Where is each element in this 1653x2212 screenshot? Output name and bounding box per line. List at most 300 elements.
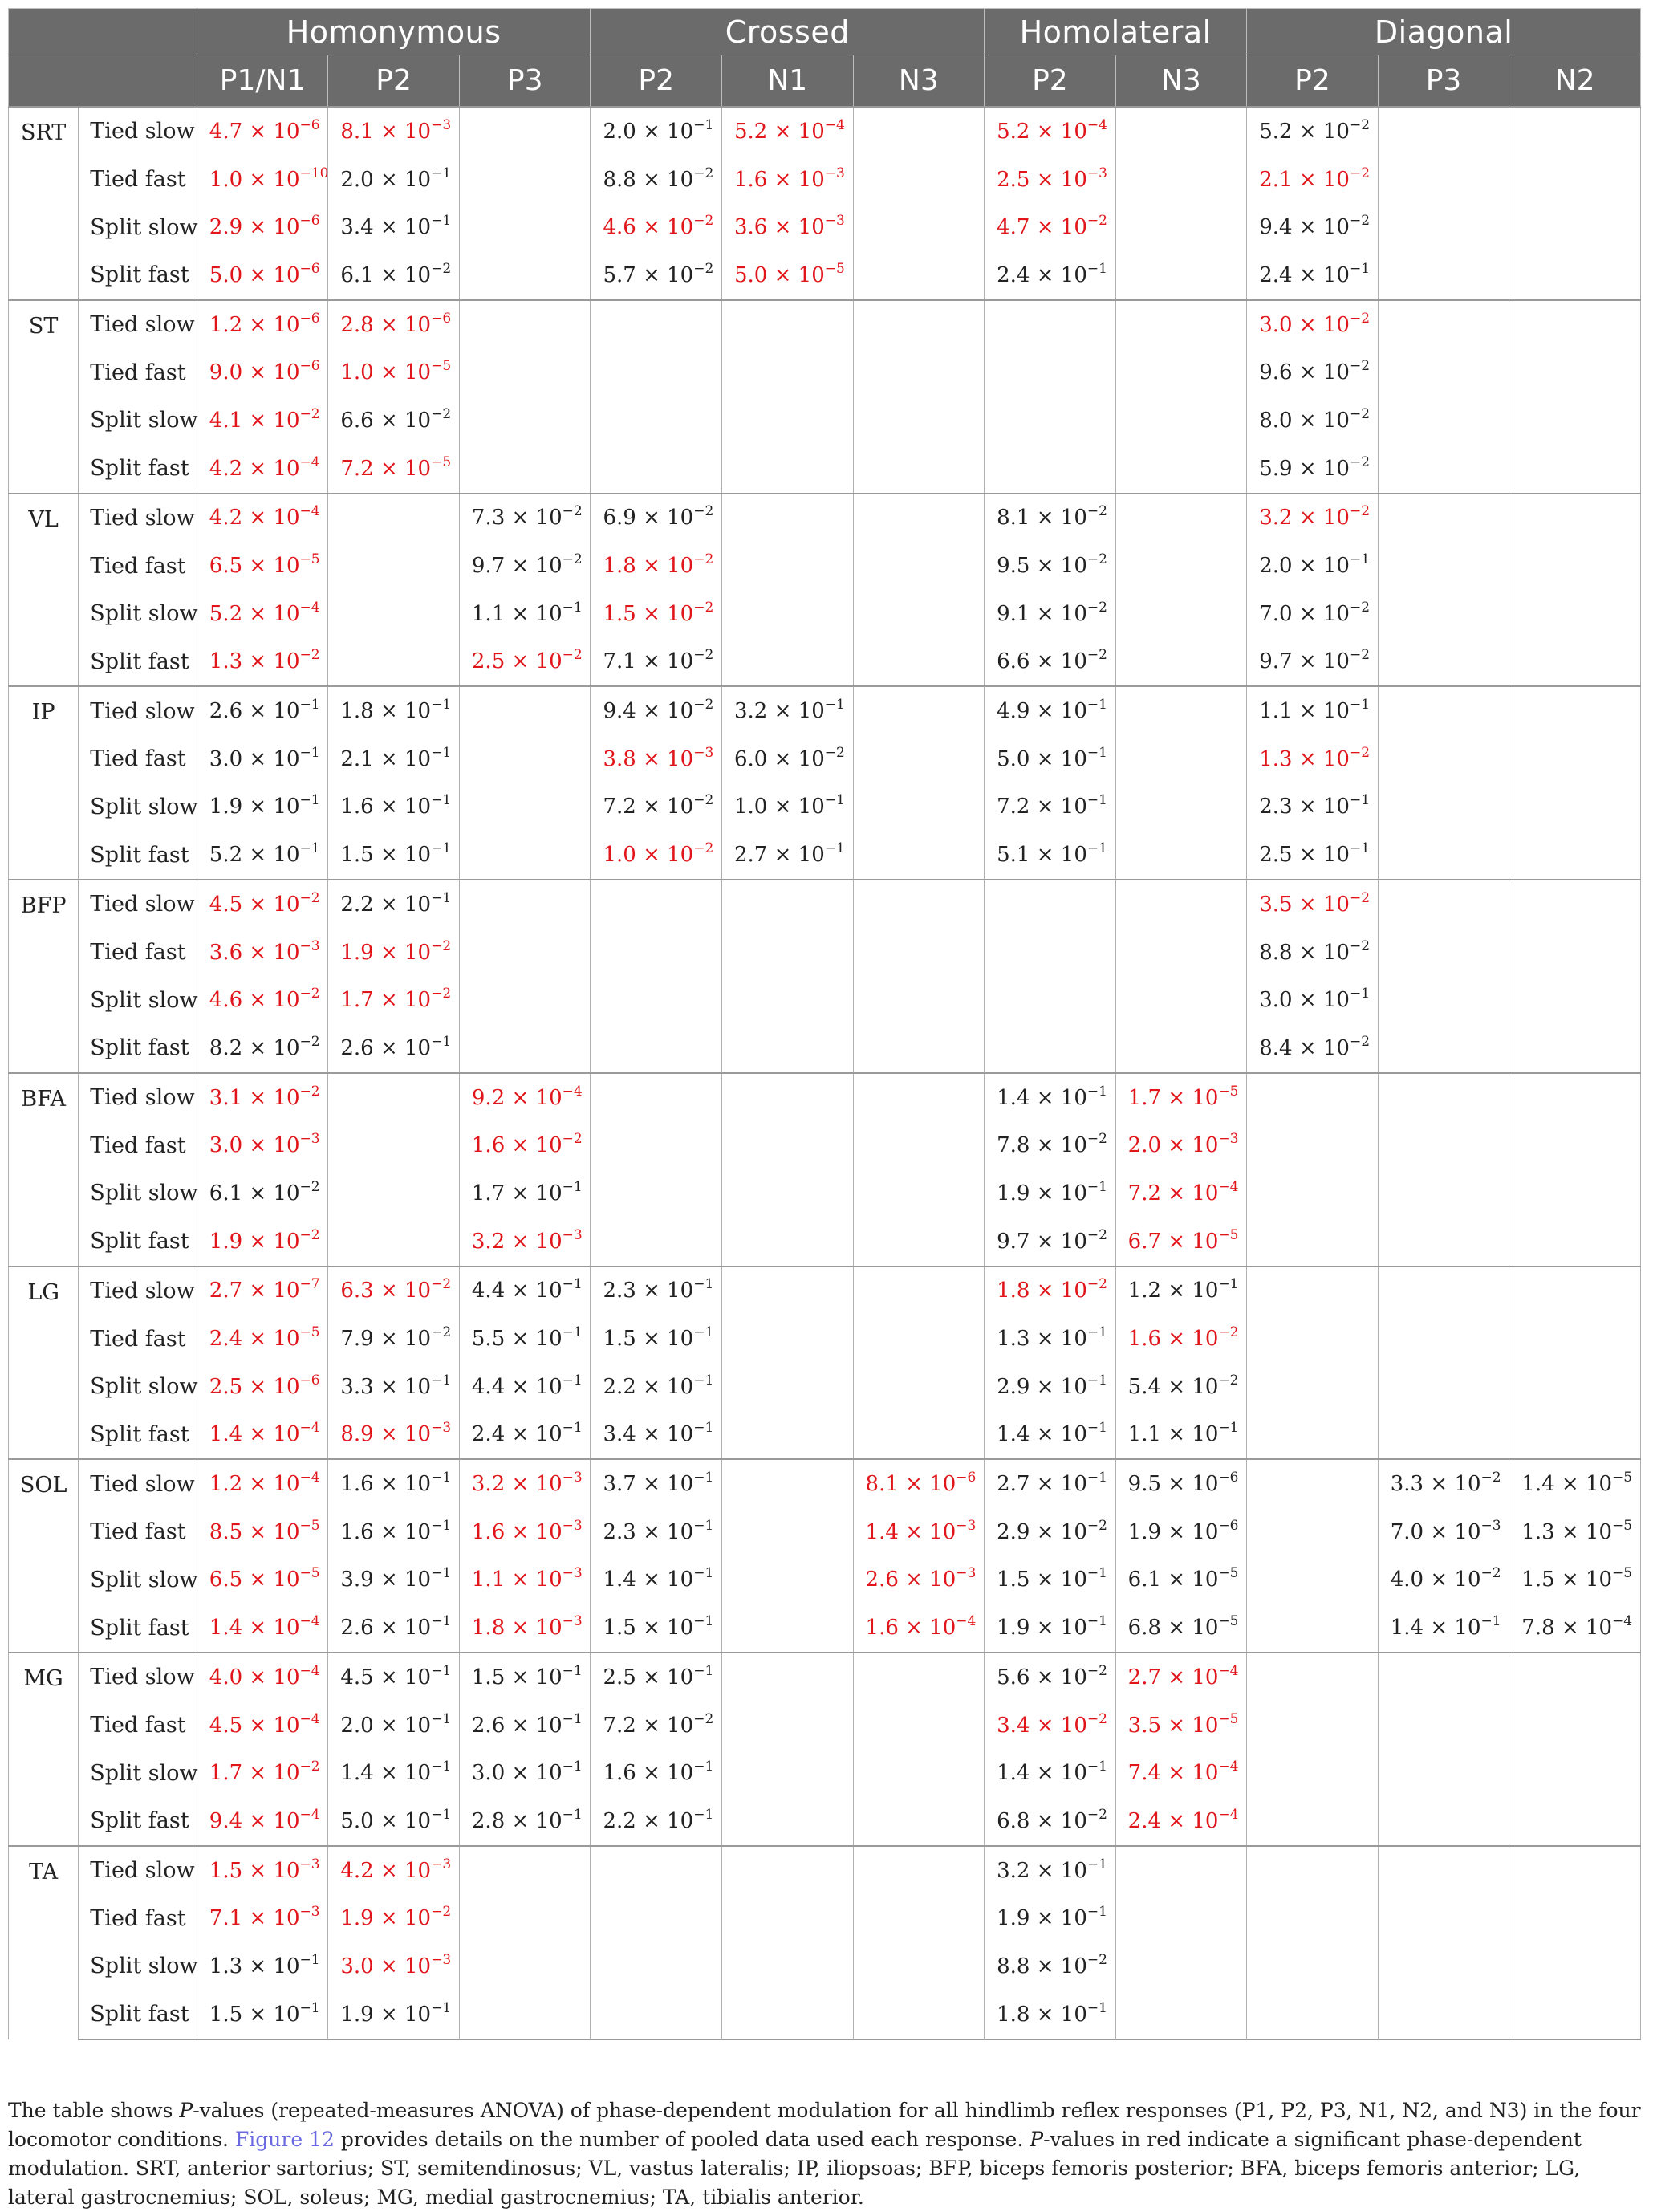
exponent: −1	[562, 1372, 583, 1389]
table-row	[9, 686, 1641, 735]
exponent: −2	[1086, 503, 1107, 520]
exponent: −2	[1086, 213, 1107, 230]
p-value-cell: $1.8 \times 10^{-3}$	[459, 1604, 591, 1653]
empty-cell	[853, 1267, 985, 1315]
table-row	[9, 107, 1641, 156]
empty-cell	[1509, 1990, 1641, 2039]
empty-cell	[591, 300, 722, 349]
empty-cell	[853, 1797, 985, 1846]
p-value-cell: $9.0 \times 10^{-6}$	[197, 348, 328, 396]
empty-cell	[985, 929, 1116, 977]
empty-cell	[722, 1894, 854, 1942]
exponent: −2	[299, 889, 320, 906]
p-value-cell: $1.6 \times 10^{-1}$	[328, 783, 460, 832]
p-value-cell: $4.5 \times 10^{-4}$	[197, 1702, 328, 1750]
p-value-cell: $2.2 \times 10^{-1}$	[591, 1363, 722, 1411]
table-row	[9, 880, 1641, 929]
empty-cell	[1115, 686, 1247, 735]
p-value-cell: $1.7 \times 10^{-1}$	[459, 1169, 591, 1218]
exponent: −2	[693, 792, 714, 809]
exponent: −1	[693, 116, 714, 133]
empty-cell	[1247, 1363, 1379, 1411]
exponent: −1	[431, 1759, 452, 1775]
column-header-crossed-n1: N1	[722, 55, 854, 108]
table-row	[9, 1942, 1641, 1990]
exponent: −1	[824, 840, 845, 857]
p-value-cell: $2.9 \times 10^{-2}$	[985, 1508, 1116, 1556]
exponent: −3	[1218, 1131, 1239, 1148]
p-value-cell: $3.2 \times 10^{-3}$	[459, 1218, 591, 1267]
exponent: −1	[693, 1276, 714, 1293]
muscle-label-bfa: BFA	[9, 1073, 79, 1267]
exponent: −1	[562, 1806, 583, 1823]
exponent: −2	[1086, 1662, 1107, 1679]
empty-cell	[1247, 1169, 1379, 1218]
figure-12-link[interactable]: Figure 12	[234, 2128, 335, 2151]
table-row	[9, 1749, 1641, 1797]
condition-label: Split slow	[79, 1169, 197, 1218]
empty-cell	[1378, 348, 1509, 396]
condition-label: Split slow	[79, 976, 197, 1024]
empty-cell	[1509, 976, 1641, 1024]
exponent: −4	[299, 1806, 320, 1823]
empty-cell	[591, 1846, 722, 1895]
p-value-cell: $1.7 \times 10^{-2}$	[328, 976, 460, 1024]
empty-cell	[591, 1024, 722, 1073]
exponent: −1	[1349, 551, 1371, 568]
table-row	[9, 1024, 1641, 1073]
p-value-cell: $2.1 \times 10^{-2}$	[1247, 156, 1379, 204]
p-value-cell: $1.6 \times 10^{-3}$	[459, 1508, 591, 1556]
p-value-cell: $1.4 \times 10^{-4}$	[197, 1411, 328, 1460]
p-value-cell: $9.6 \times 10^{-2}$	[1247, 348, 1379, 396]
empty-cell	[722, 638, 854, 687]
table-row	[9, 976, 1641, 1024]
exponent: −6	[299, 1372, 320, 1389]
empty-cell	[853, 590, 985, 638]
exponent: −2	[1349, 213, 1371, 230]
condition-label: Split slow	[79, 1363, 197, 1411]
exponent: −5	[299, 551, 320, 568]
exponent: −1	[1086, 1470, 1107, 1486]
exponent: −2	[1349, 165, 1371, 181]
p-value-cell: $3.1 \times 10^{-2}$	[197, 1073, 328, 1122]
p-value-cell: $5.5 \times 10^{-1}$	[459, 1315, 591, 1363]
condition-label: Split fast	[79, 445, 197, 494]
exponent: −2	[1349, 358, 1371, 375]
p-value-cell: $6.0 \times 10^{-2}$	[722, 735, 854, 783]
p-value-cell: $1.1 \times 10^{-3}$	[459, 1556, 591, 1604]
empty-cell	[1378, 1846, 1509, 1895]
p-value-cell: $3.0 \times 10^{-1}$	[197, 735, 328, 783]
p-value-cell: $2.1 \times 10^{-1}$	[328, 735, 460, 783]
empty-cell	[1378, 1990, 1509, 2039]
p-value-cell: $2.5 \times 10^{-1}$	[591, 1653, 722, 1702]
exponent: −3	[1086, 165, 1107, 181]
p-value-cell: $3.5 \times 10^{-2}$	[1247, 880, 1379, 929]
exponent: −1	[431, 1470, 452, 1486]
empty-cell	[1509, 1846, 1641, 1895]
exponent: −1	[693, 1759, 714, 1775]
empty-cell	[459, 251, 591, 300]
empty-cell	[722, 445, 854, 494]
p-value-cell: $2.7 \times 10^{-4}$	[1115, 1653, 1247, 1702]
exponent: −2	[693, 551, 714, 568]
p-value-cell: $8.4 \times 10^{-2}$	[1247, 1024, 1379, 1073]
exponent: −2	[1349, 937, 1371, 954]
empty-cell	[853, 348, 985, 396]
table-row	[9, 203, 1641, 251]
empty-cell	[853, 1990, 985, 2039]
empty-cell	[722, 1459, 854, 1508]
empty-cell	[722, 1846, 854, 1895]
empty-cell	[591, 1218, 722, 1267]
exponent: −6	[299, 358, 320, 375]
empty-cell	[1115, 929, 1247, 977]
p-value-cell: $1.4 \times 10^{-4}$	[197, 1604, 328, 1653]
exponent: −4	[299, 1662, 320, 1679]
empty-cell	[1115, 638, 1247, 687]
p-value-cell: $4.4 \times 10^{-1}$	[459, 1267, 591, 1315]
exponent: −2	[693, 840, 714, 857]
condition-label: Split slow	[79, 590, 197, 638]
empty-cell	[1509, 638, 1641, 687]
exponent: −1	[431, 1662, 452, 1679]
exponent: −3	[299, 1856, 320, 1872]
exponent: −3	[693, 744, 714, 761]
p-value-cell: $7.8 \times 10^{-2}$	[985, 1121, 1116, 1169]
exponent: −2	[1086, 551, 1107, 568]
p-value-cell: $9.4 \times 10^{-4}$	[197, 1797, 328, 1846]
empty-cell	[722, 1315, 854, 1363]
condition-label: Split fast	[79, 251, 197, 300]
p-value-cell: $9.7 \times 10^{-2}$	[985, 1218, 1116, 1267]
exponent: −5	[1612, 1565, 1633, 1582]
empty-cell	[459, 929, 591, 977]
exponent: −5	[431, 453, 452, 470]
exponent: −5	[299, 1324, 320, 1341]
p-value-cell: $7.1 \times 10^{-2}$	[591, 638, 722, 687]
exponent: −5	[299, 1565, 320, 1582]
table-row	[9, 1459, 1641, 1508]
muscle-label-st: ST	[9, 300, 79, 494]
exponent: −2	[299, 1178, 320, 1195]
exponent: −1	[693, 1662, 714, 1679]
empty-cell	[1247, 1653, 1379, 1702]
empty-cell	[853, 542, 985, 590]
empty-cell	[853, 1894, 985, 1942]
exponent: −2	[1349, 453, 1371, 470]
condition-label: Split fast	[79, 1411, 197, 1460]
empty-cell	[1509, 1749, 1641, 1797]
exponent: −5	[299, 1517, 320, 1534]
exponent: −1	[431, 1806, 452, 1823]
empty-cell	[1378, 638, 1509, 687]
p-value-cell: $1.2 \times 10^{-6}$	[197, 300, 328, 349]
empty-cell	[1378, 1653, 1509, 1702]
exponent: −1	[431, 697, 452, 714]
header-row-groups	[9, 9, 1641, 55]
p-value-cell: $1.1 \times 10^{-1}$	[459, 590, 591, 638]
p-value-cell: $5.2 \times 10^{-4}$	[985, 107, 1116, 156]
p-value-cell: $3.9 \times 10^{-1}$	[328, 1556, 460, 1604]
table-row	[9, 590, 1641, 638]
p-value-cell: $8.2 \times 10^{-2}$	[197, 1024, 328, 1073]
exponent: −5	[1612, 1517, 1633, 1534]
empty-cell	[1509, 494, 1641, 543]
exponent: −2	[1349, 116, 1371, 133]
condition-label: Tied slow	[79, 107, 197, 156]
exponent: −6	[1218, 1517, 1239, 1534]
exponent: −4	[1612, 1613, 1633, 1630]
exponent: −5	[1612, 1470, 1633, 1486]
p-value-cell: $2.6 \times 10^{-3}$	[853, 1556, 985, 1604]
p-value-cell: $1.5 \times 10^{-1}$	[591, 1315, 722, 1363]
empty-cell	[722, 1508, 854, 1556]
empty-cell	[1115, 396, 1247, 445]
empty-cell	[1378, 1749, 1509, 1797]
table-row	[9, 1073, 1641, 1122]
p-value-cell: $1.2 \times 10^{-4}$	[197, 1459, 328, 1508]
empty-cell	[1247, 1894, 1379, 1942]
p-value-cell: $2.6 \times 10^{-1}$	[459, 1702, 591, 1750]
p-value-cell: $1.1 \times 10^{-1}$	[1115, 1411, 1247, 1460]
empty-cell	[985, 976, 1116, 1024]
empty-cell	[1378, 1121, 1509, 1169]
empty-cell	[722, 300, 854, 349]
p-value-cell: $5.7 \times 10^{-2}$	[591, 251, 722, 300]
exponent: −2	[431, 1276, 452, 1293]
muscle-label-srt: SRT	[9, 107, 79, 300]
p-value-cell: $2.0 \times 10^{-1}$	[328, 156, 460, 204]
empty-cell	[1115, 203, 1247, 251]
exponent: −4	[299, 453, 320, 470]
p-value-cell: $1.8 \times 10^{-1}$	[985, 1990, 1116, 2039]
condition-label: Split fast	[79, 1797, 197, 1846]
p-value-cell: $8.8 \times 10^{-2}$	[985, 1942, 1116, 1990]
p-value-cell: $4.2 \times 10^{-3}$	[328, 1846, 460, 1895]
empty-cell	[591, 445, 722, 494]
p-value-cell: $3.3 \times 10^{-2}$	[1378, 1459, 1509, 1508]
exponent: −1	[299, 1999, 320, 2016]
exponent: −2	[1218, 1324, 1239, 1341]
empty-cell	[1115, 348, 1247, 396]
empty-cell	[1509, 1267, 1641, 1315]
p-value-cell: $2.5 \times 10^{-6}$	[197, 1363, 328, 1411]
p-value-cell: $1.5 \times 10^{-1}$	[459, 1653, 591, 1702]
p-value-cell: $1.3 \times 10^{-1}$	[197, 1942, 328, 1990]
p-value-cell: $1.5 \times 10^{-1}$	[591, 1604, 722, 1653]
p-value-cell: $4.0 \times 10^{-2}$	[1378, 1556, 1509, 1604]
empty-cell	[1509, 1363, 1641, 1411]
exponent: −1	[693, 1613, 714, 1630]
empty-cell	[591, 929, 722, 977]
exponent: −2	[1349, 744, 1371, 761]
exponent: −2	[1480, 1470, 1501, 1486]
empty-cell	[328, 542, 460, 590]
p-value-cell: $1.4 \times 10^{-1}$	[985, 1073, 1116, 1122]
empty-cell	[1509, 156, 1641, 204]
exponent: −2	[299, 1083, 320, 1100]
condition-label: Split fast	[79, 1218, 197, 1267]
empty-cell	[591, 1990, 722, 2039]
exponent: −1	[562, 1324, 583, 1341]
p-value-cell: $1.3 \times 10^{-5}$	[1509, 1508, 1641, 1556]
empty-cell	[722, 1169, 854, 1218]
p-value-cell: $2.8 \times 10^{-6}$	[328, 300, 460, 349]
empty-cell	[853, 494, 985, 543]
empty-cell	[1247, 1556, 1379, 1604]
group-header-homolateral: Homolateral	[985, 9, 1247, 55]
p-value-cell: $1.4 \times 10^{-1}$	[1378, 1604, 1509, 1653]
p-value-cell: $3.4 \times 10^{-1}$	[328, 203, 460, 251]
empty-cell	[853, 783, 985, 832]
p-value-cell: $3.2 \times 10^{-2}$	[1247, 494, 1379, 543]
p-value-cell: $1.6 \times 10^{-1}$	[591, 1749, 722, 1797]
p-value-cell: $2.3 \times 10^{-1}$	[591, 1508, 722, 1556]
p-value-cell: $9.4 \times 10^{-2}$	[591, 686, 722, 735]
condition-label: Tied fast	[79, 348, 197, 396]
exponent: −2	[1086, 1806, 1107, 1823]
exponent: −2	[1086, 1951, 1107, 1968]
exponent: −1	[1086, 1372, 1107, 1389]
exponent: −1	[1349, 697, 1371, 714]
table-row	[9, 831, 1641, 880]
empty-cell	[722, 1797, 854, 1846]
empty-cell	[722, 396, 854, 445]
p-value-cell: $2.5 \times 10^{-3}$	[985, 156, 1116, 204]
table-row	[9, 1218, 1641, 1267]
exponent: −1	[1086, 1565, 1107, 1582]
p-value-cell: $1.4 \times 10^{-1}$	[591, 1556, 722, 1604]
p-value-cell: $1.5 \times 10^{-3}$	[197, 1846, 328, 1895]
p-value-cell: $3.0 \times 10^{-1}$	[459, 1749, 591, 1797]
p-value-cell: $6.5 \times 10^{-5}$	[197, 542, 328, 590]
exponent: −4	[299, 1710, 320, 1727]
empty-cell	[1247, 1942, 1379, 1990]
exponent: −3	[299, 1904, 320, 1921]
empty-cell	[1378, 494, 1509, 543]
empty-cell	[459, 1846, 591, 1895]
empty-cell	[328, 1169, 460, 1218]
empty-cell	[1247, 1459, 1379, 1508]
exponent: −1	[693, 1806, 714, 1823]
p-value-cell: $1.0 \times 10^{-2}$	[591, 831, 722, 880]
exponent: −5	[1218, 1565, 1239, 1582]
exponent: −2	[431, 260, 452, 277]
exponent: −4	[299, 1420, 320, 1437]
column-header-homonymous-p3: P3	[459, 55, 591, 108]
empty-cell	[853, 1702, 985, 1750]
exponent: −1	[1349, 260, 1371, 277]
empty-cell	[1378, 976, 1509, 1024]
exponent: −1	[431, 792, 452, 809]
empty-cell	[1378, 735, 1509, 783]
exponent: −1	[431, 889, 452, 906]
p-value-cell: $7.2 \times 10^{-2}$	[591, 783, 722, 832]
group-header-crossed: Crossed	[591, 9, 985, 55]
exponent: −1	[1086, 744, 1107, 761]
exponent: −2	[1349, 1033, 1371, 1050]
exponent: −1	[693, 1324, 714, 1341]
header-row-columns	[9, 55, 1641, 108]
empty-cell	[1509, 1702, 1641, 1750]
exponent: −1	[562, 1420, 583, 1437]
empty-cell	[459, 445, 591, 494]
p-value-cell: $3.2 \times 10^{-1}$	[722, 686, 854, 735]
exponent: −1	[299, 744, 320, 761]
condition-label: Split fast	[79, 638, 197, 687]
empty-cell	[985, 445, 1116, 494]
exponent: −2	[1086, 1226, 1107, 1243]
p-value-cell: $5.0 \times 10^{-5}$	[722, 251, 854, 300]
exponent: −2	[431, 1904, 452, 1921]
exponent: −2	[693, 165, 714, 181]
column-header-diagonal-n2: N2	[1509, 55, 1641, 108]
exponent: −5	[1218, 1710, 1239, 1727]
p-value-cell: $1.9 \times 10^{-2}$	[328, 1894, 460, 1942]
p-value-cell: $1.0 \times 10^{-10}$	[197, 156, 328, 204]
empty-cell	[1509, 783, 1641, 832]
muscle-label-ta: TA	[9, 1846, 79, 2039]
exponent: −4	[299, 1613, 320, 1630]
p-value-cell: $3.0 \times 10^{-3}$	[328, 1942, 460, 1990]
p-value-cell: $2.6 \times 10^{-1}$	[328, 1024, 460, 1073]
empty-cell	[985, 300, 1116, 349]
p-value-cell: $6.9 \times 10^{-2}$	[591, 494, 722, 543]
exponent: −1	[431, 1517, 452, 1534]
p-value-cell: $5.0 \times 10^{-1}$	[985, 735, 1116, 783]
p-value-cell: $8.0 \times 10^{-2}$	[1247, 396, 1379, 445]
p-value-cell: $8.8 \times 10^{-2}$	[591, 156, 722, 204]
table-row	[9, 300, 1641, 349]
exponent: −4	[562, 1083, 583, 1100]
exponent: −2	[562, 503, 583, 520]
p-value-cell: $3.3 \times 10^{-1}$	[328, 1363, 460, 1411]
exponent: −2	[693, 503, 714, 520]
exponent: −2	[693, 697, 714, 714]
table-row	[9, 1797, 1641, 1846]
empty-cell	[1509, 300, 1641, 349]
exponent: −1	[824, 792, 845, 809]
p-value-cell: $9.2 \times 10^{-4}$	[459, 1073, 591, 1122]
table-body	[9, 107, 1641, 2039]
exponent: −1	[431, 213, 452, 230]
p-value-cell: $3.4 \times 10^{-2}$	[985, 1702, 1116, 1750]
exponent: −6	[299, 260, 320, 277]
empty-cell	[1115, 251, 1247, 300]
empty-cell	[1115, 494, 1247, 543]
empty-cell	[853, 396, 985, 445]
p-value-cell: $9.5 \times 10^{-6}$	[1115, 1459, 1247, 1508]
empty-cell	[1509, 880, 1641, 929]
empty-cell	[1509, 1218, 1641, 1267]
column-header-homonymous-p1-n1: P1/N1	[197, 55, 328, 108]
condition-label: Tied slow	[79, 1267, 197, 1315]
table-row	[9, 396, 1641, 445]
p-value-cell: $8.9 \times 10^{-3}$	[328, 1411, 460, 1460]
condition-label: Split fast	[79, 831, 197, 880]
exponent: −3	[431, 1856, 452, 1872]
exponent: −1	[1349, 840, 1371, 857]
exponent: −4	[299, 503, 320, 520]
empty-cell	[722, 1073, 854, 1122]
empty-cell	[459, 107, 591, 156]
p-value-cell: $6.8 \times 10^{-2}$	[985, 1797, 1116, 1846]
condition-label: Tied fast	[79, 542, 197, 590]
exponent: −1	[1218, 1420, 1239, 1437]
p-value-cell: $1.5 \times 10^{-1}$	[985, 1556, 1116, 1604]
